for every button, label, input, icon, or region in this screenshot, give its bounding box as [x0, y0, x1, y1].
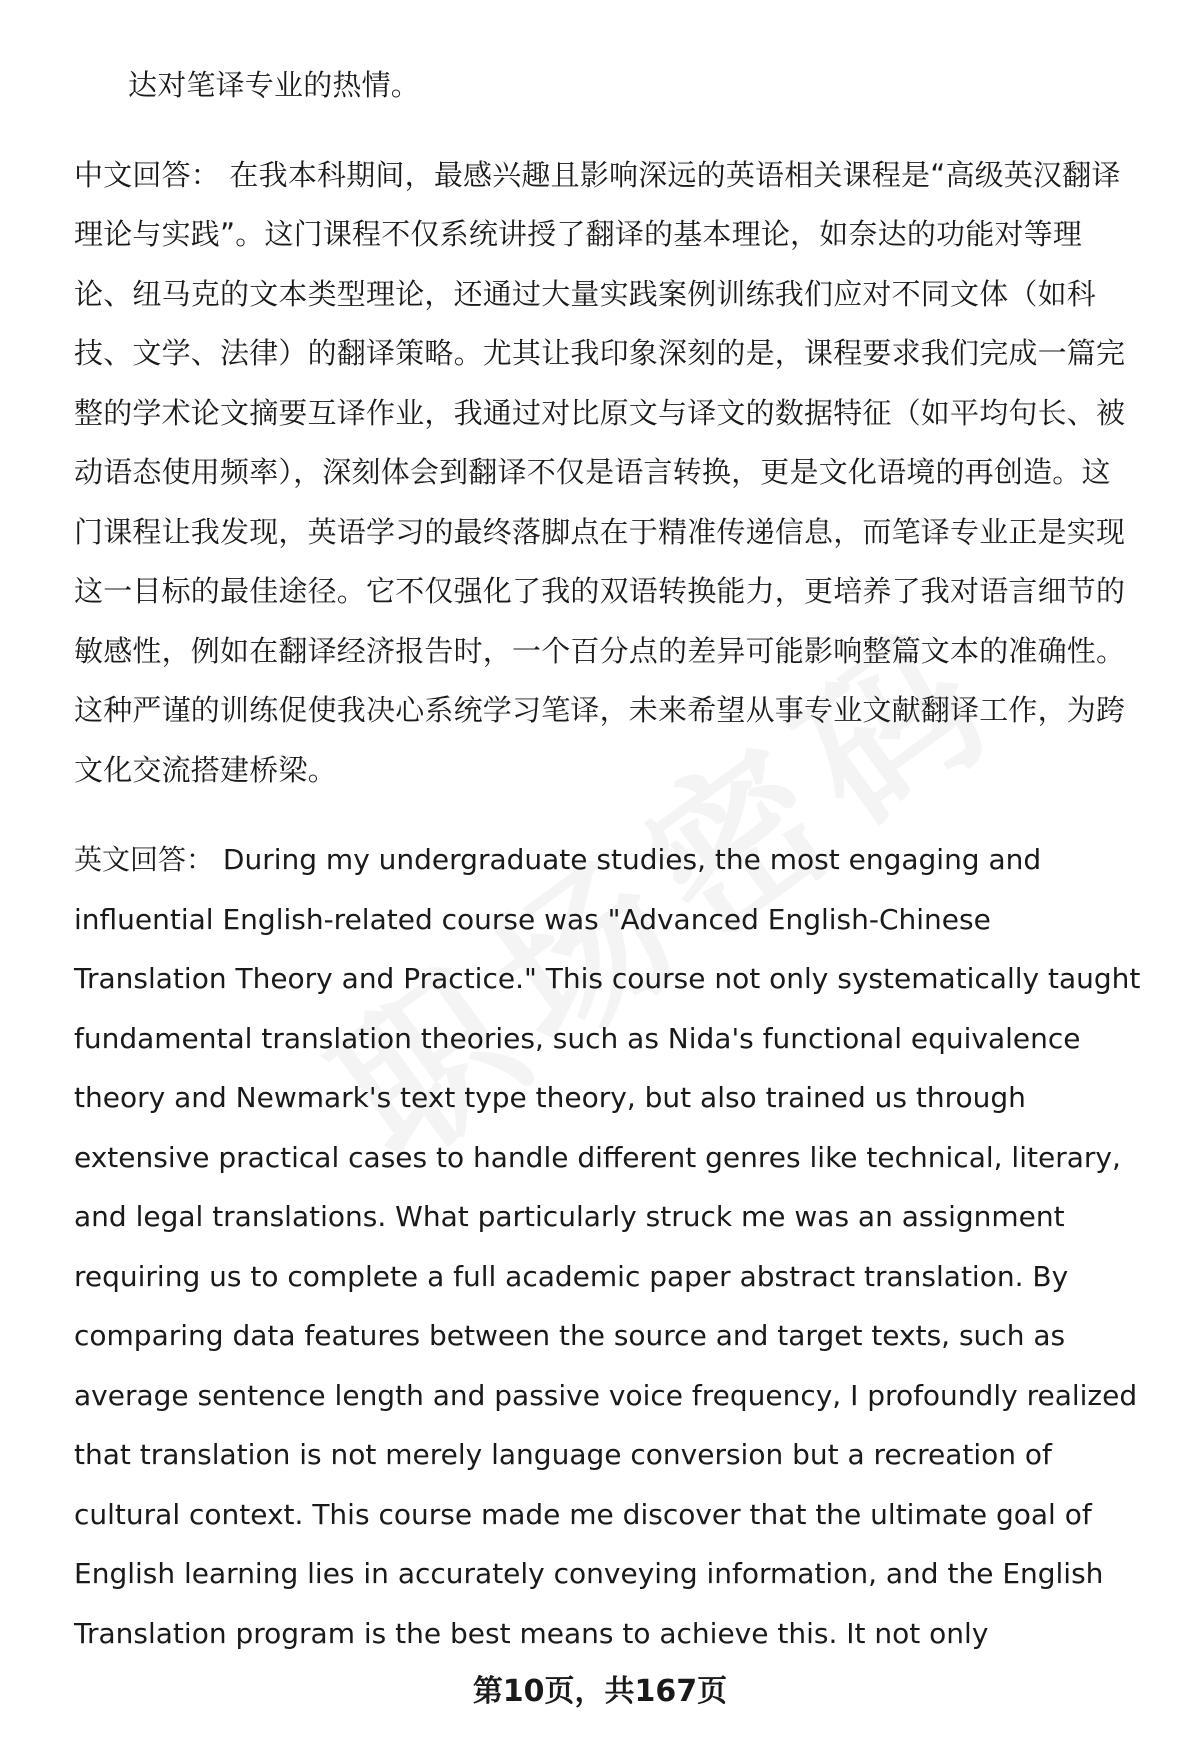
- chinese-answer-line: 论、纽马克的文本类型理论，还通过大量实践案例训练我们应对不同文体（如科: [74, 276, 1097, 311]
- chinese-answer-line: 动语态使用频率），深刻体会到翻译不仅是语言转换，更是文化语境的再创造。这: [74, 455, 1111, 489]
- chinese-answer-paragraph: [74, 146, 1154, 801]
- english-answer-line: fundamental translation theories, such as Nida's functional equivalence: [74, 1021, 1081, 1055]
- english-answer-line: influential English-related course was "Advanced English-Chinese: [74, 902, 991, 936]
- chinese-answer-line: 文化交流搭建桥梁。: [74, 752, 337, 787]
- paragraph-gap: [74, 800, 1154, 830]
- page-number-footer: 第10页，共167页: [472, 1674, 728, 1709]
- english-answer-line: and legal translations. What particularly struck me was an assignment: [74, 1200, 1065, 1233]
- english-answer-line: that translation is not merely language conversion but a recreation of: [74, 1438, 1052, 1471]
- document-body: [74, 56, 1154, 1663]
- english-answer-line: extensive practical cases to handle different genres like technical, literary,: [74, 1140, 1121, 1174]
- english-answer-line: average sentence length and passive voice frequency, I profoundly realized: [74, 1378, 1138, 1412]
- english-answer-line: comparing data features between the source and target texts, such as: [74, 1319, 1066, 1352]
- english-answer-line: 英文回答： During my undergraduate studies, the most engaging and: [74, 843, 1042, 876]
- paragraph-gap: [74, 116, 1154, 146]
- chinese-answer-line: 这一目标的最佳途径。它不仅强化了我的双语转换能力，更培养了我对语言细节的: [74, 574, 1126, 608]
- chinese-answer-line: 技、文学、法律）的翻译策略。尤其让我印象深刻的是，课程要求我们完成一篇完: [74, 336, 1126, 370]
- chinese-answer-line: 中文回答： 在我本科期间，最感兴趣且影响深远的英语相关课程是“高级英汉翻译: [74, 157, 1121, 192]
- english-answer-line: English learning lies in accurately conveying information, and the English: [74, 1557, 1104, 1590]
- english-answer-line: theory and Newmark's text type theory, but also trained us through: [74, 1081, 1026, 1114]
- chinese-answer-line: 门课程让我发现，英语学习的最终落脚点在于精准传递信息，而笔译专业正是实现: [74, 514, 1126, 549]
- chinese-answer-line: 理论与实践”。这门课程不仅系统讲授了翻译的基本理论，如奈达的功能对等理: [74, 217, 1083, 251]
- english-answer-line: Translation Theory and Practice." This course not only systematically taught: [74, 962, 1141, 995]
- english-answer-line: requiring us to complete a full academic paper abstract translation. By: [74, 1259, 1069, 1293]
- chinese-answer-line: 敏感性，例如在翻译经济报告时，一个百分点的差异可能影响整篇文本的准确性。: [74, 633, 1126, 668]
- intro-tail-line: 达对笔译专业的热情。: [128, 68, 421, 102]
- english-answer-line: Translation program is the best means to achieve this. It not only: [74, 1616, 989, 1650]
- english-answer-paragraph: [74, 830, 1154, 1663]
- chinese-answer-line: 整的学术论文摘要互译作业，我通过对比原文与译文的数据特征（如平均句长、被: [74, 395, 1126, 430]
- english-answer-line: cultural context. This course made me discover that the ultimate goal of: [74, 1497, 1092, 1531]
- chinese-answer-line: 这种严谨的训练促使我决心系统学习笔译，未来希望从事专业文献翻译工作，为跨: [74, 693, 1126, 727]
